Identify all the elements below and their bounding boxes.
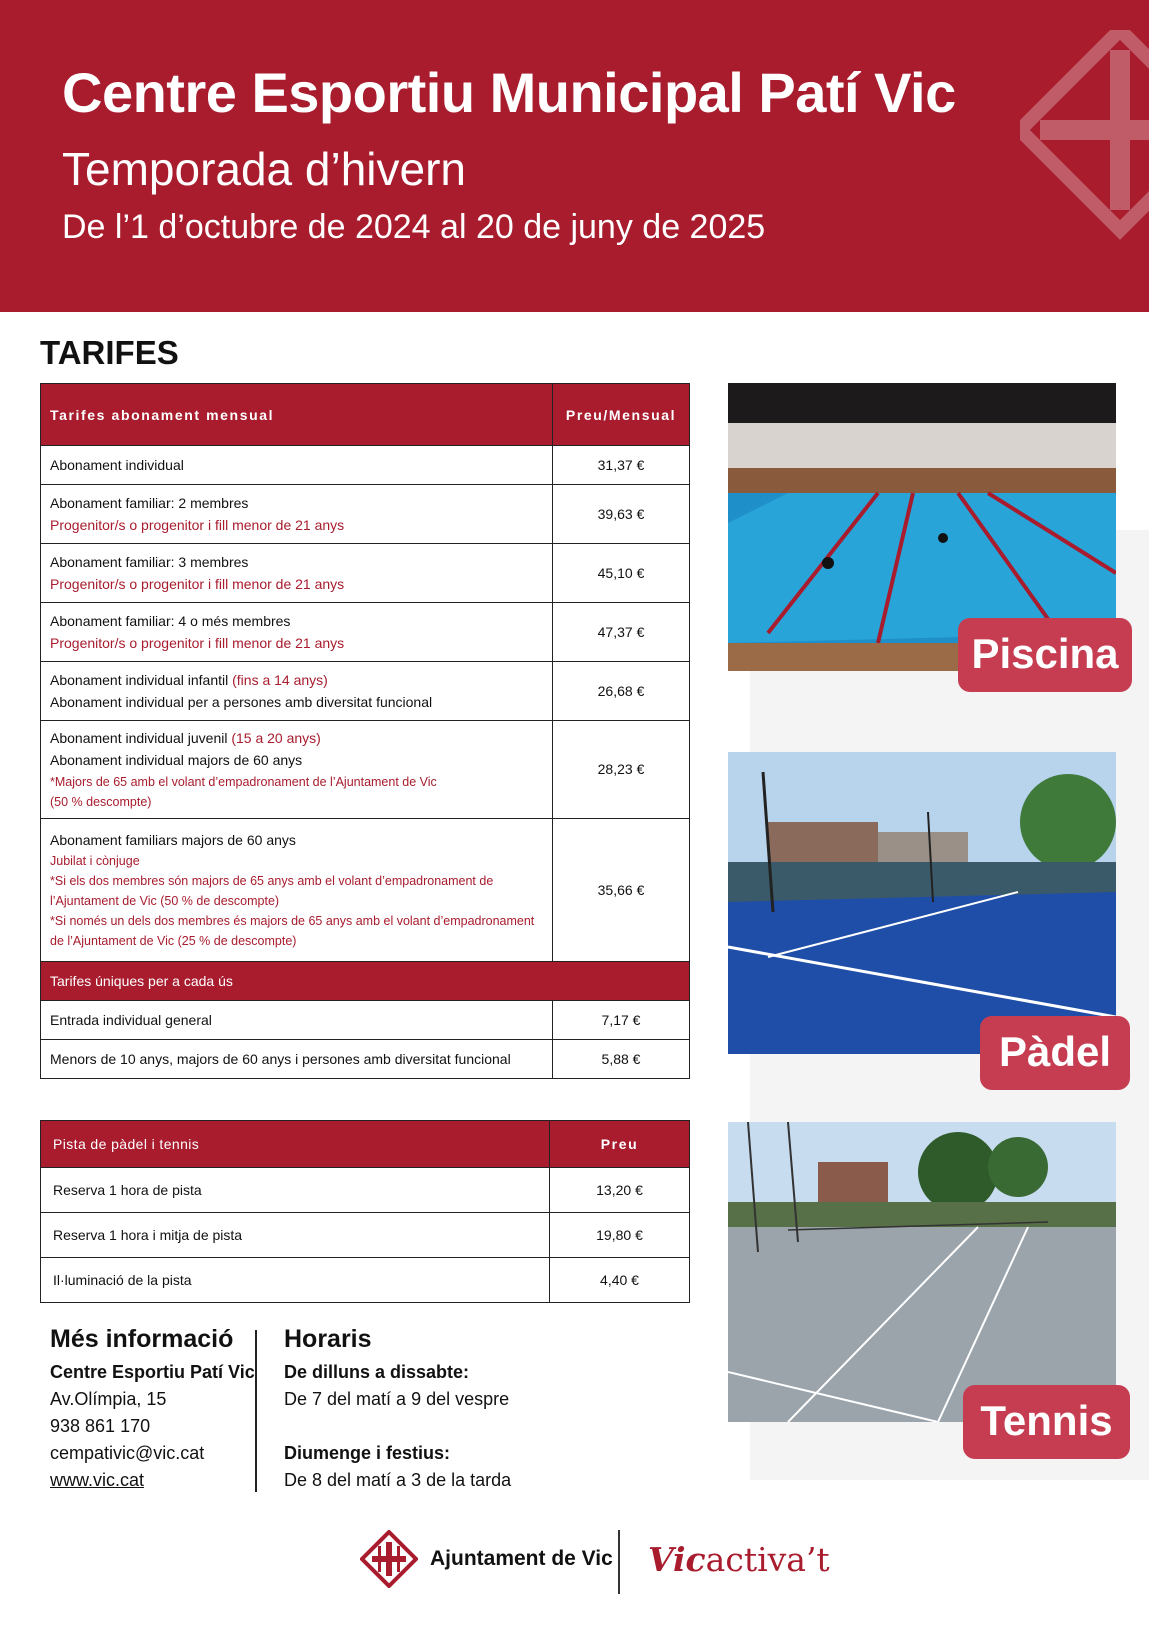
page-title: Centre Esportiu Municipal Patí Vic (62, 61, 956, 124)
tennis-badge: Tennis (963, 1385, 1130, 1459)
tarifes-heading: TARIFES (40, 334, 179, 371)
row-label: Abonament familiars majors de 60 anys (50, 831, 296, 848)
ajuntament-name: Ajuntament de Vic (430, 1547, 613, 1570)
row-price: 28,23 € (553, 721, 690, 819)
table-header-row (41, 1121, 690, 1168)
column-header-label: Pista de pàdel i tennis (41, 1121, 550, 1168)
row-note: *Si els dos membres són majors de 65 anys amb el volant d’empadronament de (50, 873, 494, 888)
city-emblem-watermark-icon (1020, 30, 1149, 312)
court-fees-table (40, 1120, 690, 1303)
row-label: Abonament individual juvenil (50, 730, 228, 746)
contact-info (50, 1326, 255, 1494)
row-note: Progenitor/s o progenitor i fill menor de 21 anys (50, 635, 345, 651)
table-row (41, 1258, 690, 1303)
row-price: 39,63 € (553, 485, 690, 544)
row-note: Progenitor/s o progenitor i fill menor de 21 anys (50, 517, 345, 533)
season-subtitle: Temporada d’hivern (62, 143, 467, 195)
row-price: 4,40 € (550, 1258, 690, 1303)
row-note: de l’Ajuntament de Vic (25 % de descompte) (50, 933, 297, 948)
padel-image-icon (728, 752, 1116, 1054)
row-age-tag: (fins a 14 anys) (232, 671, 328, 688)
padel-badge: Pàdel (980, 1016, 1130, 1090)
row-label: Abonament individual (50, 456, 184, 473)
table-row (41, 1213, 690, 1258)
brand-vic: Vic (648, 1540, 706, 1579)
table-row (41, 446, 690, 485)
table-row (41, 662, 690, 721)
hours-heading: Horaris (284, 1325, 372, 1353)
table-row (41, 721, 690, 819)
row-note: *Si només un dels dos membres és majors de 65 anys amb el volant d’empadronament (50, 913, 535, 928)
table-row (41, 603, 690, 662)
row-note: Progenitor/s o progenitor i fill menor de 21 anys (50, 576, 345, 592)
table-row (41, 1000, 690, 1039)
table-row (41, 544, 690, 603)
row-label: Reserva 1 hora i mitja de pista (41, 1213, 550, 1258)
contact-address: Av.Olímpia, 15 (50, 1389, 167, 1409)
row-price: 5,88 € (553, 1039, 690, 1078)
row-label: Menors de 10 anys, majors de 60 anys i persones amb diversitat funcional (41, 1039, 553, 1078)
row-note: Jubilat i cònjuge (50, 853, 140, 868)
row-price: 45,10 € (553, 544, 690, 603)
pool-badge: Piscina (958, 618, 1132, 692)
column-header-price: Preu/Mensual (553, 384, 690, 446)
row-price: 47,37 € (553, 603, 690, 662)
website-link[interactable]: www.vic.cat (50, 1470, 145, 1490)
contact-heading: Més informació (50, 1325, 234, 1353)
row-note: (50 % descompte) (50, 794, 152, 809)
season-dates: De l’1 d’octubre de 2024 al 20 de juny de 2025 (62, 208, 766, 246)
row-label: Reserva 1 hora de pista (41, 1168, 550, 1213)
tennis-image-icon (728, 1122, 1116, 1422)
section-header-row (41, 961, 690, 1000)
sunday-hours: De 8 del matí a 3 de la tarda (284, 1470, 512, 1490)
sunday-label: Diumenge i festius: (284, 1443, 451, 1463)
row-label: Abonament familiar: 3 membres (50, 553, 249, 570)
row-label-line2: Abonament individual majors de 60 anys (50, 752, 303, 769)
row-label-line2: Abonament individual per a persones amb diversitat funcional (50, 694, 433, 710)
row-label: Il·luminació de la pista (41, 1258, 550, 1303)
weekday-label: De dilluns a dissabte: (284, 1362, 470, 1382)
monthly-fees-table (40, 383, 690, 1079)
table-row (41, 818, 690, 961)
row-price: 35,66 € (553, 818, 690, 961)
section-label: Tarifes úniques per a cada ús (41, 961, 690, 1000)
row-label: Entrada individual general (41, 1000, 553, 1039)
column-header-price: Preu (550, 1121, 690, 1168)
table-row (41, 1168, 690, 1213)
row-price: 13,20 € (550, 1168, 690, 1213)
contact-phone: 938 861 170 (50, 1416, 151, 1436)
row-label: Abonament familiar: 4 o més membres (50, 612, 291, 629)
footer-divider (618, 1530, 620, 1594)
tennis-photo (728, 1122, 1116, 1422)
opening-hours (284, 1326, 511, 1494)
contact-name: Centre Esportiu Patí Vic (50, 1362, 255, 1382)
table-row (41, 485, 690, 544)
brand-activat: activa’t (705, 1540, 830, 1579)
row-price: 19,80 € (550, 1213, 690, 1258)
header-banner (0, 0, 1149, 312)
row-price: 26,68 € (553, 662, 690, 721)
ajuntament-logo (360, 1530, 613, 1588)
row-label: Abonament individual infantil (50, 671, 229, 688)
weekday-hours: De 7 del matí a 9 del vespre (284, 1389, 510, 1409)
divider (255, 1330, 257, 1492)
table-header-row (41, 384, 690, 446)
padel-photo (728, 752, 1116, 1054)
row-price: 7,17 € (553, 1000, 690, 1039)
column-header-label: Tarifes abonament mensual (41, 384, 553, 446)
city-shield-icon (360, 1530, 418, 1588)
table-row (41, 1039, 690, 1078)
row-label: Abonament familiar: 2 membres (50, 494, 249, 511)
row-age-tag: (15 a 20 anys) (231, 730, 321, 746)
row-note: *Majors de 65 amb el volant d’empadronament de l’Ajuntament de Vic (50, 774, 437, 789)
contact-email[interactable]: cempativic@vic.cat (50, 1443, 205, 1463)
row-price: 31,37 € (553, 446, 690, 485)
row-note: l’Ajuntament de Vic (50 % de descompte) (50, 893, 280, 908)
vicactiva-logo (648, 1540, 830, 1579)
